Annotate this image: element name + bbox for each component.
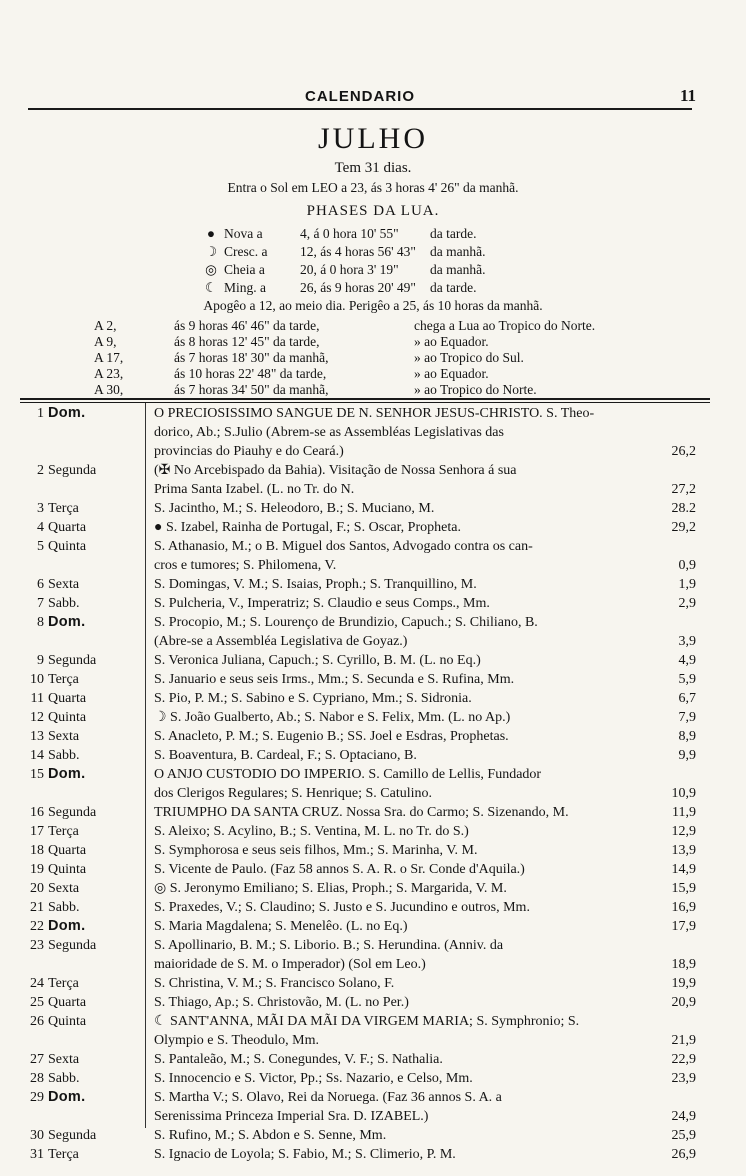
saints-text	[146, 594, 634, 613]
moon-age-value: 11,9	[672, 805, 696, 820]
moon-age-value: 1,9	[678, 577, 696, 592]
calendar-day-row	[0, 1012, 746, 1050]
saints-text-line: S. Martha V.; S. Olavo, Rei da Noruega. (Faz 36 annos S. A. a	[154, 1090, 502, 1105]
weekday-label: Terça	[48, 672, 79, 687]
running-header	[28, 86, 696, 110]
calendar-day-row	[0, 841, 746, 860]
weekday-label: Sexta	[48, 1052, 80, 1067]
days-count: Tem 31 dias.	[334, 160, 412, 176]
saints-text-line: ● S. Izabel, Rainha de Portugal, F.; S. Oscar, Propheta.	[154, 520, 461, 535]
day-number: 21	[30, 900, 44, 915]
saints-text-line: (Abre-se a Assembléa Legislativa de Goyaz.)	[154, 634, 408, 649]
saints-text	[146, 537, 634, 575]
calendar-day-row	[0, 537, 746, 575]
day-number: 9	[37, 653, 44, 668]
saints-text-line: S. Januario e seus seis Irms., Mm.; S. Secunda e S. Rufina, Mm.	[154, 672, 515, 687]
saints-text-line: S. Thiago, Ap.; S. Christovão, M. (L. no Per.)	[154, 995, 409, 1010]
saints-text	[146, 860, 634, 879]
day-number: 23	[30, 938, 44, 953]
moon-age-value: 16,9	[671, 900, 696, 915]
calendar-page: CALENDARIO 11 JULHO Tem 31 dias. Entra o Sol em LEO a 23, ás 3 horas 4' 26" da manhã. PHASES DA LUA. ● Nova a 4, á 0 hora 10' 55" da tarde. ☽ Cresc. a 12, ás 4 horas 56' 43" da manhã. ◎ Cheia a 20, á 0 hora 3' 19" da manhã. ☾ Ming. a 26, ás 9 horas 20' 49" da tarde. Apogêo a 12, ao meio dia. Perigêo a 25, ás 10 horas da manhã. A 2, ás 9 horas 46' 46" da tarde, chega a Lua ao Tropico do Norte. A 9, ás 8 horas 12' 45" da tarde, » ao Equador. A 17, ás 7 horas 18' 30" da manhã, » ao Tropico do Sul. A 23, ás 10 horas 22' 48" da tarde, » ao Equador. A 30, ás 7 horas 34' 50" da manhã, » ao Tropico do Norte. 1 Dom. O PRECIOSISSIMO SANGUE DE N. SENHOR JESUS-CHRISTO. S. Theo- dorico, Ab.; S.Julio (Abrem-se as Assembléas Legislativas das provincias do Piauhy e do Ceará.) 26,2 2 Segunda (✠ No Arcebispado da Bahia). Visitação de Nossa Senhora á sua Prima Santa Izabel. (L. no Tr. do N. 27,2 3 Terça S. Jacintho, M.; S. Heleodoro, B.; S. Muciano, M. 28.2 4 Quarta ● S. Izabel, Rainha de Portugal, F.; S. Oscar, Propheta. 29,2 5 Quinta S. Athanasio, M.; o B. Miguel dos Santos, Advogado contra os can- cros e tumores; S. Philomena, V. 0,9 6 Sexta S. Domingas, V. M.; S. Isaias, Proph.; S. Tranquillino, M. 1,9 7 Sabb. S. Pulcheria, V., Imperatriz; S. Claudio e seus Comps., Mm. 2,9 8 Dom. S. Procopio, M.; S. Lourenço de Brundizio, Capuch.; S. Chiliano, B. (Abre-se a Assembléa Legislativa de Goyaz.) 3,9 9 Segunda S. Veronica Juliana, Capuch.; S. Cyrillo, B. M. (L. no Eq.) 4,9 10 Terça S. Januario e seus seis Irms., Mm.; S. Secunda e S. Rufina, Mm. 5,9 11 Quarta S. Pio, P. M.; S. Sabino e S. Cypriano, Mm.; S. Sidronia. 6,7 12 Quinta ☽ S. João Gualberto, Ab.; S. Nabor e S. Felix, Mm. (L. no Ap.) 7,9 13 Sexta S. Anacleto, P. M.; S. Eugenio B.; SS. Joel e Esdras, Prophetas. 8,9 14 Sabb. S. Boaventura, B. Cardeal, F.; S. Optaciano, B. 9,9 15 Dom. O ANJO CUSTODIO DO IMPERIO. S. Camillo de Lellis, Fundador dos Clerigos Regulares; S. Henrique; S. Catulino. 10,9 16 Segunda TRIUMPHO DA SANTA CRUZ. Nossa Sra. do Carmo; S. Sizenando, M. 11,9 17 Terça S. Aleixo; S. Acylino, B.; S. Ventina, M. L. no Tr. do S.) 12,9 18 Quarta S. Symphorosa e seus seis filhos, Mm.; S. Marinha, V. M. 13,9 19 Quinta S. Vicente de Paulo. (Faz 58 annos S. A. R. o Sr. Conde d'Aquila.) 14,9 20 Sexta ◎ S. Jeronymo Emiliano; S. Elias, Proph.; S. Margarida, V. M. 15,9 21 Sabb. S. Praxedes, V.; S. Claudino; S. Justo e S. Jucundino e outros, Mm. 16,9 22 Dom. S. Maria Magdalena; S. Menelêo. (L. no Eq.) 17,9 23 Segunda S. Apollinario, B. M.; S. Liborio. B.; S. Herundina. (Anniv. da maioridade de S. M. o Imperador) (Sol em Leo.) 18,9 24 Terça S. Christina, V. M.; S. Francisco Solano, F. 19,9 25 Quarta S. Thiago, Ap.; S. Christovão, M. (L. no Per.) 20,9 26 Quinta ☾ SANT'ANNA, MÃI DA MÃI DA VIRGEM MARIA; S. Symphronio; S. Olympio e S. Theodulo, Mm. 21,9 27 Sexta S. Pantaleão, M.; S. Conegundes, V. F.; S. Nathalia. 22,9 28 Sabb. S. Innocencio e S. Victor, Pp.; Ss. Nazario, e Celso, Mm. 23,9 29 Dom. S. Martha V.; S. Olavo, Rei da Noruega. (Faz 36 annos S. A. a Serenissima Princeza Imperial Sra. D. IZABEL.) 24,9 30 Segunda S. Rufino, M.; S. Abdon e S. Senne, Mm. 25,9 31 Terça S. Ignacio de Loyola; S. Fabio, M.; S. Climerio, P. M. 26,9	[0, 0, 746, 1176]
calendar-day-row	[0, 499, 746, 518]
moon-age-value: 21,9	[671, 1033, 696, 1048]
saints-text-line: S. Christina, V. M.; S. Francisco Solano, F.	[154, 976, 395, 991]
saints-text	[146, 404, 634, 461]
saints-text	[146, 670, 634, 689]
calendar-day-row	[0, 461, 746, 499]
calendar-day-row	[0, 575, 746, 594]
day-number: 3	[37, 501, 44, 516]
waning-moon-icon: ☾	[204, 280, 218, 295]
weekday-label: Segunda	[48, 805, 97, 820]
weekday-label: Sabb.	[48, 1071, 80, 1086]
calendar-day-row	[0, 1088, 746, 1126]
month-title: JULHO	[318, 122, 428, 155]
day-number: 4	[37, 520, 44, 535]
saints-text	[146, 1126, 634, 1145]
weekday-label: Dom.	[48, 766, 86, 782]
saints-text-line: dos Clerigos Regulares; S. Henrique; S. Catulino.	[154, 786, 433, 801]
saints-calendar-list	[0, 404, 746, 1164]
calendar-day-row	[0, 613, 746, 651]
calendar-day-row	[0, 689, 746, 708]
weekday-label: Quinta	[48, 862, 87, 877]
weekday-label: Quinta	[48, 710, 87, 725]
saints-text	[146, 689, 634, 708]
moon-age-value: 18,9	[671, 957, 696, 972]
day-number: 1	[37, 406, 44, 421]
moon-age-value: 22,9	[671, 1052, 696, 1067]
saints-text	[146, 651, 634, 670]
saints-text-line: S. Jacintho, M.; S. Heleodoro, B.; S. Muciano, M.	[154, 501, 435, 516]
moon-age-value: 24,9	[671, 1109, 696, 1124]
moon-age-value: 28.2	[671, 501, 696, 516]
saints-text-line: S. Ignacio de Loyola; S. Fabio, M.; S. Climerio, P. M.	[154, 1147, 456, 1162]
calendar-day-row	[0, 879, 746, 898]
saints-text-line: S. Boaventura, B. Cardeal, F.; S. Optaciano, B.	[154, 748, 417, 763]
saints-text-line: S. Pulcheria, V., Imperatriz; S. Claudio e seus Comps., Mm.	[154, 596, 490, 611]
saints-text	[146, 898, 634, 917]
saints-text-line: O PRECIOSISSIMO SANGUE DE N. SENHOR JESUS-CHRISTO. S. Theo-	[154, 406, 595, 421]
day-number: 30	[30, 1128, 44, 1143]
moon-age-value: 15,9	[671, 881, 696, 896]
day-number: 13	[30, 729, 44, 744]
calendar-day-row	[0, 746, 746, 765]
moon-age-value: 2,9	[678, 596, 696, 611]
saints-text	[146, 822, 634, 841]
moon-age-value: 3,9	[678, 634, 696, 649]
calendar-day-row	[0, 1126, 746, 1145]
moon-age-value: 14,9	[671, 862, 696, 877]
calendar-day-row	[0, 518, 746, 537]
calendar-day-row	[0, 898, 746, 917]
saints-text-line: dorico, Ab.; S.Julio (Abrem-se as Assembléas Legislativas das	[154, 425, 504, 440]
calendar-day-row	[0, 594, 746, 613]
saints-text-line: S. Rufino, M.; S. Abdon e S. Senne, Mm.	[154, 1128, 387, 1143]
moon-age-value: 0,9	[678, 558, 696, 573]
section-divider	[20, 402, 710, 403]
calendar-day-row	[0, 917, 746, 936]
saints-text-line: S. Anacleto, P. M.; S. Eugenio B.; SS. Joel e Esdras, Prophetas.	[154, 729, 509, 744]
weekday-label: Sabb.	[48, 900, 80, 915]
saints-text	[146, 727, 634, 746]
calendar-day-row	[0, 822, 746, 841]
saints-text-line: maioridade de S. M. o Imperador) (Sol em Leo.)	[154, 957, 426, 972]
saints-text-line: S. Praxedes, V.; S. Claudino; S. Justo e S. Jucundino e outros, Mm.	[154, 900, 530, 915]
calendar-day-row	[0, 670, 746, 689]
calendar-day-row	[0, 974, 746, 993]
saints-text	[146, 518, 634, 537]
day-number: 2	[37, 463, 44, 478]
weekday-label: Dom.	[48, 1089, 86, 1105]
day-number: 14	[30, 748, 44, 763]
saints-text-line: S. Apollinario, B. M.; S. Liborio. B.; S. Herundina. (Anniv. da	[154, 938, 504, 953]
saints-text	[146, 1050, 634, 1069]
day-number: 19	[30, 862, 44, 877]
saints-text-line: S. Pio, P. M.; S. Sabino e S. Cypriano, Mm.; S. Sidronia.	[154, 691, 472, 706]
saints-text	[146, 1069, 634, 1088]
weekday-label: Quarta	[48, 520, 87, 535]
weekday-label: Quarta	[48, 995, 87, 1010]
moon-age-value: 9,9	[678, 748, 696, 763]
weekday-label: Terça	[48, 824, 79, 839]
moon-age-value: 25,9	[671, 1128, 696, 1143]
saints-text-line: ☾ SANT'ANNA, MÃI DA MÃI DA VIRGEM MARIA; S. Symphronio; S.	[154, 1014, 580, 1029]
weekday-label: Terça	[48, 1147, 79, 1162]
weekday-label: Sexta	[48, 729, 80, 744]
calendar-day-row	[0, 727, 746, 746]
saints-text	[146, 708, 634, 727]
saints-text	[146, 461, 634, 499]
moon-age-value: 4,9	[678, 653, 696, 668]
moon-age-value: 19,9	[671, 976, 696, 991]
saints-text-line: S. Procopio, M.; S. Lourenço de Brundizio, Capuch.; S. Chiliano, B.	[154, 615, 538, 630]
weekday-label: Segunda	[48, 1128, 97, 1143]
saints-text	[146, 974, 634, 993]
moon-age-value: 7,9	[678, 710, 696, 725]
moon-age-value: 13,9	[671, 843, 696, 858]
day-number: 11	[30, 691, 44, 706]
saints-text	[146, 765, 634, 803]
saints-text	[146, 1145, 634, 1164]
weekday-label: Quarta	[48, 843, 87, 858]
moon-age-value: 20,9	[671, 995, 696, 1010]
weekday-label: Dom.	[48, 918, 86, 934]
moon-age-value: 10,9	[671, 786, 696, 801]
calendar-day-row	[0, 860, 746, 879]
page-number: 11	[679, 86, 696, 105]
full-moon-icon: ◎	[205, 262, 217, 277]
sun-entry: Entra o Sol em LEO a 23, ás 3 horas 4' 26" da manhã.	[227, 180, 519, 195]
day-number: 28	[30, 1071, 44, 1086]
saints-text-line: S. Pantaleão, M.; S. Conegundes, V. F.; S. Nathalia.	[154, 1052, 443, 1067]
running-title: CALENDARIO	[305, 88, 415, 105]
weekday-label: Dom.	[48, 405, 86, 421]
day-number: 25	[30, 995, 44, 1010]
weekday-label: Sexta	[48, 577, 80, 592]
day-number: 5	[37, 539, 44, 554]
calendar-day-row	[0, 993, 746, 1012]
day-number: 7	[37, 596, 44, 611]
weekday-label: Terça	[48, 501, 79, 516]
saints-text-line: ◎ S. Jeronymo Emiliano; S. Elias, Proph.; S. Margarida, V. M.	[154, 881, 507, 896]
day-number: 20	[30, 881, 44, 896]
weekday-label: Segunda	[48, 938, 97, 953]
saints-text	[146, 1012, 634, 1050]
calendar-day-row	[0, 1050, 746, 1069]
saints-text-line: (✠ No Arcebispado da Bahia). Visitação de Nossa Senhora á sua	[154, 463, 517, 478]
saints-text-line: S. Vicente de Paulo. (Faz 58 annos S. A. R. o Sr. Conde d'Aquila.)	[154, 862, 525, 877]
calendar-day-row	[0, 708, 746, 727]
calendar-day-row	[0, 1145, 746, 1164]
moon-age-value: 29,2	[671, 520, 696, 535]
weekday-label: Quinta	[48, 539, 87, 554]
day-number: 17	[30, 824, 44, 839]
calendar-day-row	[0, 1069, 746, 1088]
saints-text	[146, 1088, 634, 1126]
moon-age-value: 27,2	[671, 482, 696, 497]
moon-age-value: 17,9	[671, 919, 696, 934]
weekday-label: Sabb.	[48, 596, 80, 611]
saints-text	[146, 993, 634, 1012]
calendar-day-row	[0, 803, 746, 822]
day-number: 12	[30, 710, 44, 725]
saints-text-line: TRIUMPHO DA SANTA CRUZ. Nossa Sra. do Carmo; S. Sizenando, M.	[154, 805, 569, 820]
saints-text-line: ☽ S. João Gualberto, Ab.; S. Nabor e S. Felix, Mm. (L. no Ap.)	[154, 710, 511, 725]
day-number: 16	[30, 805, 44, 820]
day-number: 22	[30, 919, 44, 934]
weekday-label: Dom.	[48, 614, 86, 630]
weekday-label: Sexta	[48, 881, 80, 896]
day-number: 18	[30, 843, 44, 858]
day-number: 26	[30, 1014, 44, 1029]
apogee-perigee-line: Apogêo a 12, ao meio dia. Perigêo a 25, ás 10 horas da manhã.	[203, 298, 543, 313]
day-number: 8	[37, 615, 44, 630]
weekday-label: Segunda	[48, 653, 97, 668]
saints-text-line: S. Veronica Juliana, Capuch.; S. Cyrillo, B. M. (L. no Eq.)	[154, 653, 481, 668]
moon-age-value: 26,9	[671, 1147, 696, 1162]
saints-text-line: Serenissima Princeza Imperial Sra. D. IZABEL.)	[154, 1109, 429, 1124]
weekday-label: Terça	[48, 976, 79, 991]
moon-age-value: 26,2	[671, 444, 696, 459]
day-number: 15	[30, 767, 44, 782]
saints-text-line: S. Innocencio e S. Victor, Pp.; Ss. Nazario, e Celso, Mm.	[154, 1071, 473, 1086]
saints-text	[146, 841, 634, 860]
calendar-day-row	[0, 404, 746, 461]
saints-text-line: S. Maria Magdalena; S. Menelêo. (L. no Eq.)	[154, 919, 408, 934]
saints-text	[146, 917, 634, 936]
saints-text	[146, 936, 634, 974]
calendar-day-row	[0, 936, 746, 974]
crescent-moon-icon: ☽	[204, 244, 218, 259]
saints-text-line: cros e tumores; S. Philomena, V.	[154, 558, 337, 573]
saints-text-line: O ANJO CUSTODIO DO IMPERIO. S. Camillo de Lellis, Fundador	[154, 767, 542, 782]
saints-text	[146, 613, 634, 651]
saints-text-line: provincias do Piauhy e do Ceará.)	[154, 444, 344, 459]
saints-text	[146, 575, 634, 594]
day-number: 27	[30, 1052, 44, 1067]
day-number: 10	[30, 672, 44, 687]
saints-text-line: S. Athanasio, M.; o B. Miguel dos Santos, Advogado contra os can-	[154, 539, 533, 554]
moon-age-value: 23,9	[671, 1071, 696, 1086]
weekday-label: Quarta	[48, 691, 87, 706]
saints-text-line: Prima Santa Izabel. (L. no Tr. do N.	[154, 482, 355, 497]
day-number: 31	[30, 1147, 44, 1162]
calendar-day-row	[0, 765, 746, 803]
weekday-label: Quinta	[48, 1014, 87, 1029]
day-number: 24	[30, 976, 44, 991]
saints-text-line: S. Aleixo; S. Acylino, B.; S. Ventina, M. L. no Tr. do S.)	[154, 824, 469, 839]
moon-phases-title: PHASES DA LUA.	[306, 203, 440, 219]
weekday-label: Sabb.	[48, 748, 80, 763]
moon-age-value: 12,9	[671, 824, 696, 839]
saints-text-line: S. Symphorosa e seus seis filhos, Mm.; S. Marinha, V. M.	[154, 843, 478, 858]
moon-age-value: 5,9	[678, 672, 696, 687]
new-moon-icon: ●	[206, 226, 216, 241]
calendar-day-row	[0, 651, 746, 670]
saints-text-line: S. Domingas, V. M.; S. Isaias, Proph.; S. Tranquillino, M.	[154, 577, 477, 592]
saints-text	[146, 499, 634, 518]
day-number: 29	[30, 1090, 44, 1105]
weekday-label: Segunda	[48, 463, 97, 478]
moon-age-value: 8,9	[678, 729, 696, 744]
saints-text	[146, 803, 634, 822]
moon-age-value: 6,7	[678, 691, 696, 706]
saints-text	[146, 746, 634, 765]
saints-text	[146, 879, 634, 898]
saints-text-line: Olympio e S. Theodulo, Mm.	[154, 1033, 320, 1048]
day-number: 6	[37, 577, 44, 592]
section-divider	[20, 398, 710, 400]
